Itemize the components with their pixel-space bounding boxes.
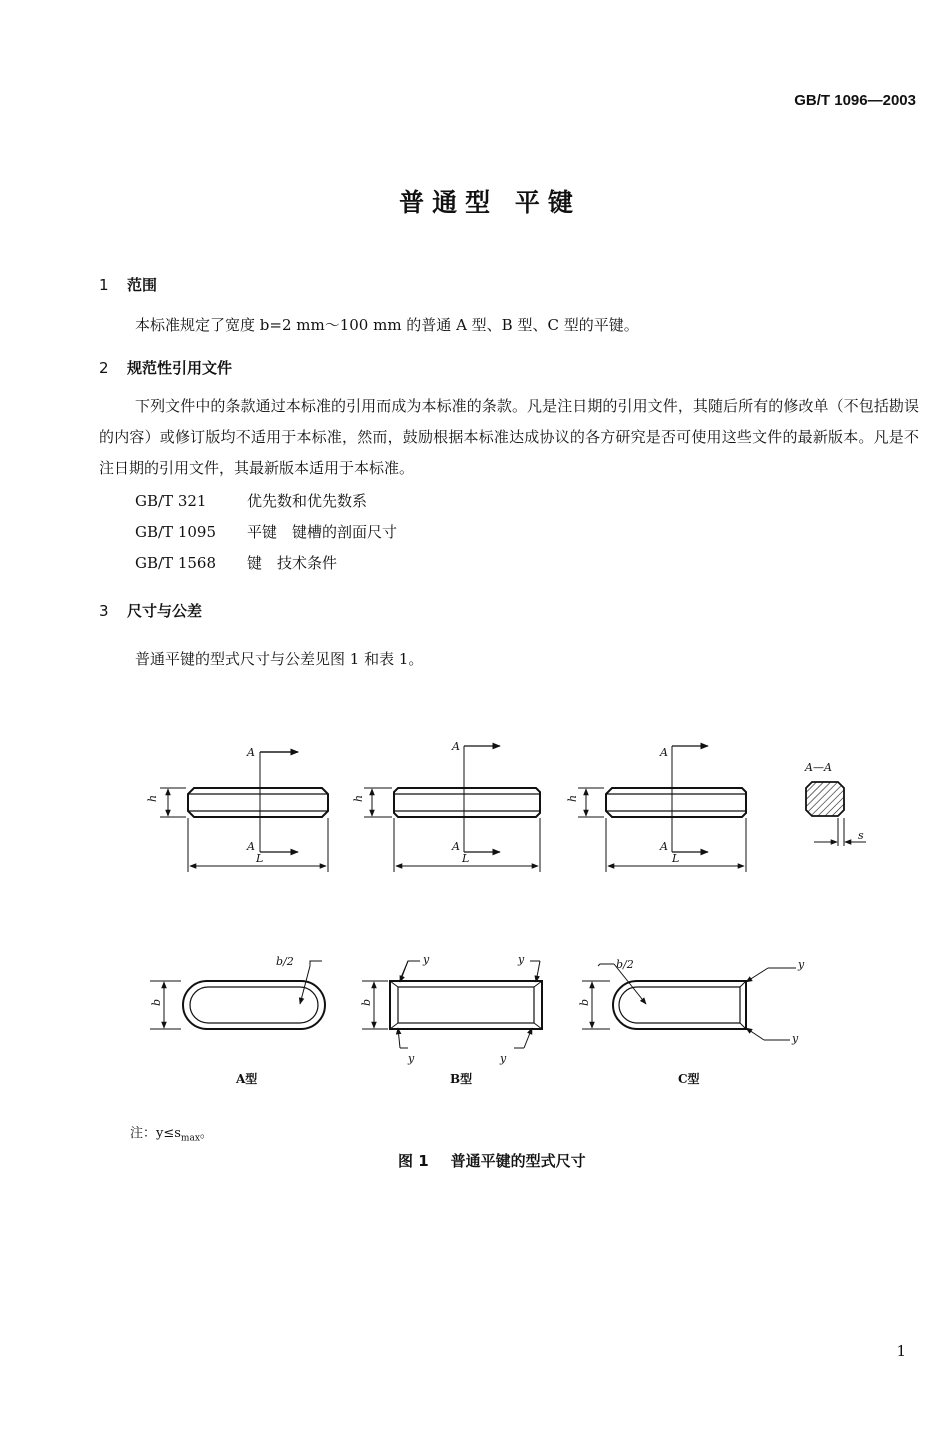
type-b-label: B型 [450, 1072, 473, 1086]
document-title: 普通型 平键 [399, 188, 581, 217]
note-subscript: max [180, 1133, 200, 1144]
top-view-b [362, 961, 542, 1048]
page-number: 1 [896, 1342, 906, 1360]
section-2-paragraph: 下列文件中的条款通过本标准的引用而成为本标准的条款。凡是注日期的引用文件，其随后所有的修改单（不包括勘误的内容）或修订版均不适用于本标准，然而，鼓励根据本标准达成协议的各方研究是否可使用这些文件的最新版本。凡是不注日期的引用文件，其最新版本适用于本标准。 [99, 397, 919, 477]
figure-note [130, 1122, 213, 1144]
section-view-aa [806, 782, 866, 846]
note-end: 。 [199, 1126, 213, 1141]
width-label: b [360, 998, 373, 1006]
half-width-label: b/2 [276, 955, 294, 968]
section-mark-label: A [660, 746, 668, 759]
height-label: h [352, 794, 365, 802]
type-a-label: A型 [236, 1072, 258, 1086]
reference-title: 键 技术条件 [247, 554, 338, 572]
section-number: 2 [99, 359, 109, 377]
section-1-heading [99, 274, 157, 295]
reference-title: 优先数和优先数系 [247, 492, 368, 510]
reference-item [135, 552, 337, 573]
standard-code: GB/T 1096—2003 [794, 92, 916, 109]
section-mark-label: A [247, 746, 255, 759]
half-width-label: b/2 [616, 958, 634, 971]
section-mark-label: A [247, 840, 255, 853]
chamfer-label: y [500, 1052, 507, 1065]
length-label: L [256, 852, 264, 865]
section-number: 1 [99, 276, 109, 294]
chamfer-label: y [423, 953, 430, 966]
top-view-a [150, 961, 325, 1029]
section-mark-label: A [660, 840, 668, 853]
section-title: 尺寸与公差 [127, 602, 203, 620]
figure-number: 图 1 [398, 1152, 429, 1170]
type-c-label: C型 [678, 1072, 700, 1086]
chamfer-label: y [518, 953, 525, 966]
section-mark-label: A [452, 740, 460, 753]
height-label: h [146, 794, 159, 802]
chamfer-label: y [798, 958, 805, 971]
reference-title: 平键 键槽的剖面尺寸 [247, 523, 398, 541]
figure-caption-text: 普通平键的型式尺寸 [450, 1152, 586, 1170]
section-title: 范围 [127, 276, 158, 294]
height-label: h [566, 794, 579, 802]
width-label: b [578, 998, 591, 1006]
section-view-label: A—A [805, 761, 832, 774]
section-mark-label: A [452, 840, 460, 853]
section-1-paragraph: 本标准规定了宽度 b=2 mm～100 mm 的普通 A 型、B 型、C 型的平键。 [135, 316, 639, 334]
reference-item [135, 490, 367, 511]
figure-caption [398, 1150, 586, 1171]
section-title: 规范性引用文件 [127, 359, 233, 377]
side-view-c [578, 746, 746, 872]
section-3-paragraph: 普通平键的型式尺寸与公差见图 1 和表 1。 [135, 650, 424, 668]
section-3-heading [99, 600, 202, 621]
reference-code: GB/T 1095 [135, 523, 217, 541]
width-label: b [150, 998, 163, 1006]
figure-1-drawing [0, 720, 950, 1120]
side-view-b [364, 746, 540, 872]
length-label: L [672, 852, 680, 865]
side-view-a [160, 752, 328, 872]
chamfer-label: y [792, 1032, 799, 1045]
top-view-c [582, 964, 796, 1040]
s-label: s [858, 829, 864, 842]
note-text: 注：y≤s [130, 1126, 181, 1141]
length-label: L [462, 852, 470, 865]
section-number: 3 [99, 602, 109, 620]
reference-code: GB/T 1568 [135, 554, 217, 572]
section-2-heading [99, 357, 232, 378]
chamfer-label: y [408, 1052, 415, 1065]
reference-code: GB/T 321 [135, 492, 207, 510]
reference-item [135, 521, 397, 542]
